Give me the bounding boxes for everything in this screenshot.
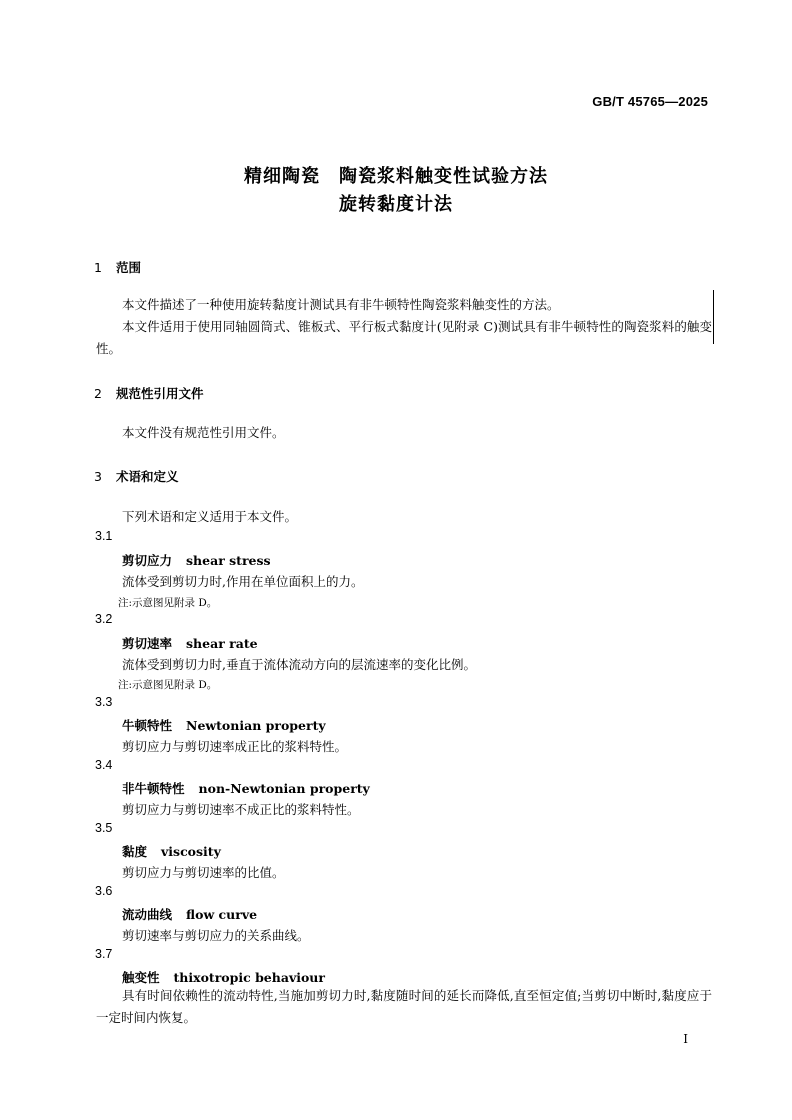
term-en: viscosity — [161, 844, 221, 859]
term-entry — [122, 551, 271, 569]
term-entry — [122, 842, 221, 860]
term-zh: 牛顿特性 — [122, 718, 173, 733]
term-number: 3.3 — [95, 695, 113, 709]
term-number: 3.6 — [95, 884, 113, 898]
term-zh: 触变性 — [122, 970, 160, 985]
term-en: thixotropic behaviour — [173, 970, 325, 985]
term-note: 注:示意图见附录 D。 — [118, 597, 218, 609]
document-title-line1: 精细陶瓷 陶瓷浆料触变性试验方法 — [244, 166, 548, 187]
term-number: 3.7 — [95, 947, 113, 961]
change-bar — [713, 290, 714, 344]
term-definition: 流体受到剪切力时,作用在单位面积上的力。 — [122, 574, 364, 589]
section-heading-scope — [94, 258, 141, 276]
term-entry — [122, 968, 325, 986]
term-en: non-Newtonian property — [198, 781, 370, 796]
term-definition: 流体受到剪切力时,垂直于流体流动方向的层流速率的变化比例。 — [122, 657, 476, 672]
page-number: I — [683, 1032, 688, 1046]
term-number: 3.2 — [95, 612, 113, 626]
standard-code: GB/T 45765—2025 — [592, 94, 708, 109]
term-entry — [122, 905, 257, 923]
section-title: 规范性引用文件 — [116, 386, 204, 401]
term-zh: 非牛顿特性 — [122, 781, 185, 796]
term-en: shear rate — [186, 636, 258, 651]
term-note: 注:示意图见附录 D。 — [118, 679, 218, 691]
document-title-line2: 旋转黏度计法 — [339, 194, 453, 215]
term-number: 3.4 — [95, 758, 113, 772]
scope-paragraph-2: 本文件适用于使用同轴圆筒式、锥板式、平行板式黏度计(见附录 C)测试具有非牛顿特性的陶瓷浆料的触变性。 — [96, 319, 712, 356]
term-definition: 剪切速率与剪切应力的关系曲线。 — [122, 928, 310, 943]
term-zh: 剪切速率 — [122, 636, 173, 651]
term-number: 3.1 — [95, 529, 113, 543]
term-definition: 剪切应力与剪切速率的比值。 — [122, 865, 285, 880]
section-number: 3 — [94, 469, 102, 484]
term-zh: 剪切应力 — [122, 553, 173, 568]
term-definition: 剪切应力与剪切速率成正比的浆料特性。 — [122, 739, 348, 754]
section-heading-normative-references — [94, 384, 204, 402]
section-heading-terms — [94, 467, 179, 485]
section-number: 2 — [94, 386, 102, 401]
term-entry — [122, 716, 326, 734]
terms-intro: 下列术语和定义适用于本文件。 — [122, 509, 298, 524]
term-en: flow curve — [186, 907, 258, 922]
section-number: 1 — [94, 260, 102, 275]
term-entry — [122, 634, 258, 652]
term-en: shear stress — [186, 553, 271, 568]
term-en: Newtonian property — [186, 718, 326, 733]
term-entry — [122, 779, 370, 797]
normative-paragraph: 本文件没有规范性引用文件。 — [122, 425, 285, 440]
term-definition: 具有时间依赖性的流动特性,当施加剪切力时,黏度随时间的延长而降低,直至恒定值;当剪切中断时,黏度应于一定时间内恢复。 — [96, 988, 712, 1025]
term-zh: 黏度 — [122, 844, 148, 859]
section-title: 范围 — [116, 260, 142, 275]
term-definition: 剪切应力与剪切速率不成正比的浆料特性。 — [122, 802, 360, 817]
scope-paragraph-1: 本文件描述了一种使用旋转黏度计测试具有非牛顿特性陶瓷浆料触变性的方法。 — [122, 297, 560, 312]
term-zh: 流动曲线 — [122, 907, 173, 922]
term-number: 3.5 — [95, 821, 113, 835]
section-title: 术语和定义 — [116, 469, 179, 484]
